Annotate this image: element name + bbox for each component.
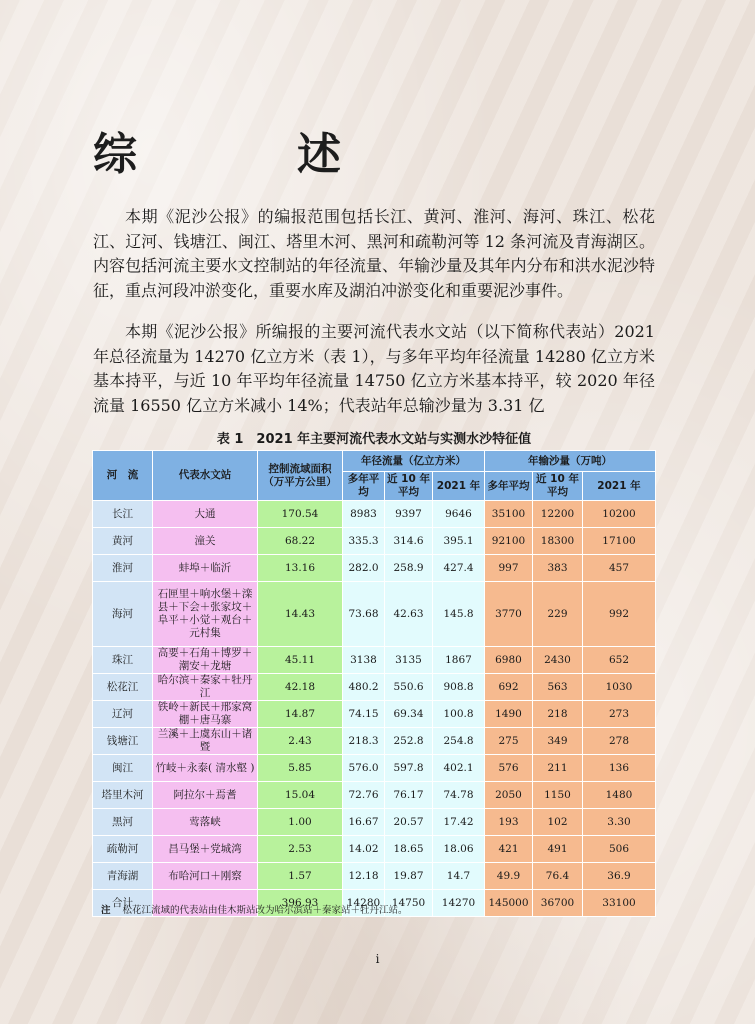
table-row	[93, 782, 656, 809]
cell-station: 布哈河口＋刚察	[153, 863, 258, 890]
cell-flow-longterm: 8983	[343, 501, 385, 528]
cell-sed-2021: 1030	[583, 674, 656, 701]
cell-area: 396.93	[258, 890, 343, 917]
header-sed-2021: 2021 年	[583, 472, 656, 501]
cell-sed-10yr: 383	[533, 555, 583, 582]
cell-sed-2021: 278	[583, 728, 656, 755]
cell-flow-2021: 395.1	[433, 528, 485, 555]
cell-station: 蚌埠＋临沂	[153, 555, 258, 582]
cell-area: 14.43	[258, 582, 343, 647]
cell-station: 大通	[153, 501, 258, 528]
cell-flow-longterm: 16.67	[343, 809, 385, 836]
cell-flow-longterm: 218.3	[343, 728, 385, 755]
cell-river: 疏勒河	[93, 836, 153, 863]
table-row	[93, 528, 656, 555]
cell-sed-10yr: 76.4	[533, 863, 583, 890]
cell-flow-2021: 14270	[433, 890, 485, 917]
cell-river: 黄河	[93, 528, 153, 555]
cell-river: 黑河	[93, 809, 153, 836]
cell-area: 15.04	[258, 782, 343, 809]
cell-station: 哈尔滨＋秦家＋牡丹江	[153, 674, 258, 701]
cell-area: 5.85	[258, 755, 343, 782]
cell-sed-2021: 506	[583, 836, 656, 863]
cell-sed-2021: 652	[583, 647, 656, 674]
cell-sed-longterm: 997	[485, 555, 533, 582]
cell-sed-longterm: 692	[485, 674, 533, 701]
cell-sed-10yr: 36700	[533, 890, 583, 917]
cell-area: 2.53	[258, 836, 343, 863]
cell-sed-longterm: 92100	[485, 528, 533, 555]
cell-river: 辽河	[93, 701, 153, 728]
header-flow-10yr: 近 10 年平均	[385, 472, 433, 501]
table-row	[93, 809, 656, 836]
cell-sed-10yr: 229	[533, 582, 583, 647]
header-area: 控制流域面积（万平方公里）	[258, 451, 343, 501]
cell-sed-10yr: 102	[533, 809, 583, 836]
table-row	[93, 555, 656, 582]
cell-flow-10yr: 14750	[385, 890, 433, 917]
cell-sed-longterm: 35100	[485, 501, 533, 528]
cell-sed-10yr: 491	[533, 836, 583, 863]
cell-river: 松花江	[93, 674, 153, 701]
cell-sed-longterm: 49.9	[485, 863, 533, 890]
cell-flow-10yr: 76.17	[385, 782, 433, 809]
header-sed-10yr: 近 10 年平均	[533, 472, 583, 501]
cell-sed-10yr: 563	[533, 674, 583, 701]
cell-sed-10yr: 1150	[533, 782, 583, 809]
cell-flow-10yr: 42.63	[385, 582, 433, 647]
cell-flow-10yr: 20.57	[385, 809, 433, 836]
cell-sed-2021: 992	[583, 582, 656, 647]
cell-river: 闽江	[93, 755, 153, 782]
page-title: 综 述	[93, 129, 399, 180]
cell-sed-10yr: 12200	[533, 501, 583, 528]
cell-flow-2021: 254.8	[433, 728, 485, 755]
cell-sed-longterm: 6980	[485, 647, 533, 674]
cell-flow-10yr: 258.9	[385, 555, 433, 582]
header-flow-group: 年径流量（亿立方米）	[343, 451, 485, 472]
cell-flow-longterm: 335.3	[343, 528, 385, 555]
cell-river: 珠江	[93, 647, 153, 674]
hydrology-table	[92, 450, 656, 917]
cell-station: 铁岭＋新民＋邢家窝棚＋唐马寨	[153, 701, 258, 728]
table-row	[93, 863, 656, 890]
cell-flow-10yr: 597.8	[385, 755, 433, 782]
cell-station: 兰溪＋上虞东山＋诸暨	[153, 728, 258, 755]
cell-sed-longterm: 193	[485, 809, 533, 836]
cell-flow-2021: 1867	[433, 647, 485, 674]
cell-sed-2021: 457	[583, 555, 656, 582]
table-note	[101, 902, 408, 916]
cell-sed-longterm: 275	[485, 728, 533, 755]
cell-flow-longterm: 576.0	[343, 755, 385, 782]
cell-station: 昌马堡＋党城湾	[153, 836, 258, 863]
cell-river: 合计	[93, 890, 153, 917]
cell-flow-2021: 18.06	[433, 836, 485, 863]
table-row	[93, 836, 656, 863]
cell-flow-longterm: 14.02	[343, 836, 385, 863]
cell-sed-2021: 136	[583, 755, 656, 782]
cell-sed-10yr: 349	[533, 728, 583, 755]
cell-flow-2021: 145.8	[433, 582, 485, 647]
cell-sed-longterm: 576	[485, 755, 533, 782]
header-station: 代表水文站	[153, 451, 258, 501]
header-sediment-group: 年输沙量（万吨）	[485, 451, 656, 472]
cell-flow-10yr: 18.65	[385, 836, 433, 863]
table-row	[93, 755, 656, 782]
cell-station: 竹岐＋永泰( 清水壑 )	[153, 755, 258, 782]
cell-sed-longterm: 421	[485, 836, 533, 863]
header-river: 河 流	[93, 451, 153, 501]
cell-river: 海河	[93, 582, 153, 647]
cell-flow-10yr: 69.34	[385, 701, 433, 728]
cell-sed-2021: 33100	[583, 890, 656, 917]
cell-flow-10yr: 314.6	[385, 528, 433, 555]
cell-sed-10yr: 2430	[533, 647, 583, 674]
cell-flow-2021: 17.42	[433, 809, 485, 836]
table-row	[93, 647, 656, 674]
cell-flow-2021: 402.1	[433, 755, 485, 782]
cell-flow-2021: 74.78	[433, 782, 485, 809]
cell-sed-2021: 3.30	[583, 809, 656, 836]
cell-flow-2021: 100.8	[433, 701, 485, 728]
table-row	[93, 728, 656, 755]
cell-river: 塔里木河	[93, 782, 153, 809]
cell-sed-2021: 1480	[583, 782, 656, 809]
cell-flow-10yr: 252.8	[385, 728, 433, 755]
cell-area: 1.00	[258, 809, 343, 836]
table-row	[93, 701, 656, 728]
cell-flow-longterm: 480.2	[343, 674, 385, 701]
cell-area: 13.16	[258, 555, 343, 582]
summary-paragraph: 本期《泥沙公报》所编报的主要河流代表水文站（以下简称代表站）2021 年总径流量为 14270 亿立方米（表 1），与多年平均年径流量 14280 亿立方米基本持平，与近 10 年平均年径流量 14750 亿立方米基本持平，较 2020 年径流量 16550 亿立方米减小 14%；代表站年总输沙量为 3.31 亿	[93, 322, 655, 415]
cell-river: 钱塘江	[93, 728, 153, 755]
cell-flow-longterm: 72.76	[343, 782, 385, 809]
cell-station: 潼关	[153, 528, 258, 555]
cell-sed-10yr: 18300	[533, 528, 583, 555]
cell-flow-longterm: 74.15	[343, 701, 385, 728]
cell-flow-2021: 908.8	[433, 674, 485, 701]
cell-area: 14.87	[258, 701, 343, 728]
cell-sed-2021: 10200	[583, 501, 656, 528]
cell-area: 45.11	[258, 647, 343, 674]
page-number: i	[375, 952, 380, 966]
cell-area: 42.18	[258, 674, 343, 701]
intro-paragraph: 本期《泥沙公报》的编报范围包括长江、黄河、淮河、海河、珠江、松花江、辽河、钱塘江、闽江、塔里木河、黑河和疏勒河等 12 条河流及青海湖区。内容包括河流主要水文控制站的年径流量、年输沙量及其年内分布和洪水泥沙特征，重点河段冲淤变化，重要水库及湖泊冲淤变化和重要泥沙事件。	[93, 207, 655, 300]
cell-sed-10yr: 218	[533, 701, 583, 728]
cell-flow-longterm: 73.68	[343, 582, 385, 647]
cell-flow-10yr: 550.6	[385, 674, 433, 701]
cell-area: 2.43	[258, 728, 343, 755]
cell-sed-longterm: 2050	[485, 782, 533, 809]
cell-flow-10yr: 19.87	[385, 863, 433, 890]
cell-sed-longterm: 1490	[485, 701, 533, 728]
header-flow-2021: 2021 年	[433, 472, 485, 501]
cell-flow-longterm: 12.18	[343, 863, 385, 890]
cell-flow-10yr: 3135	[385, 647, 433, 674]
cell-flow-longterm: 3138	[343, 647, 385, 674]
cell-station: 莺落峡	[153, 809, 258, 836]
cell-station: 石匣里＋响水堡＋滦县＋下会＋张家坟＋阜平＋小觉＋观台＋元村集	[153, 582, 258, 647]
table-row	[93, 501, 656, 528]
cell-flow-longterm: 14280	[343, 890, 385, 917]
table-row	[93, 582, 656, 647]
cell-sed-2021: 17100	[583, 528, 656, 555]
cell-flow-10yr: 9397	[385, 501, 433, 528]
cell-area: 1.57	[258, 863, 343, 890]
cell-sed-10yr: 211	[533, 755, 583, 782]
cell-flow-longterm: 282.0	[343, 555, 385, 582]
table-caption: 表 1 2021 年主要河流代表水文站与实测水沙特征值	[216, 432, 532, 447]
header-sed-longterm: 多年平均	[485, 472, 533, 501]
cell-sed-2021: 36.9	[583, 863, 656, 890]
cell-station: 阿拉尔＋焉耆	[153, 782, 258, 809]
header-flow-longterm: 多年平均	[343, 472, 385, 501]
note-label: 注	[101, 905, 111, 916]
cell-sed-longterm: 3770	[485, 582, 533, 647]
cell-sed-2021: 273	[583, 701, 656, 728]
cell-flow-2021: 9646	[433, 501, 485, 528]
cell-sed-longterm: 145000	[485, 890, 533, 917]
cell-river: 青海湖	[93, 863, 153, 890]
cell-station: 高要＋石角＋博罗＋潮安＋龙塘	[153, 647, 258, 674]
cell-river: 长江	[93, 501, 153, 528]
cell-area: 170.54	[258, 501, 343, 528]
cell-flow-2021: 14.7	[433, 863, 485, 890]
table-row	[93, 674, 656, 701]
note-text: 松花江流域的代表站由佳木斯站改为哈尔滨站＋秦家站＋牡丹江站。	[122, 905, 408, 916]
cell-river: 淮河	[93, 555, 153, 582]
cell-area: 68.22	[258, 528, 343, 555]
cell-flow-2021: 427.4	[433, 555, 485, 582]
